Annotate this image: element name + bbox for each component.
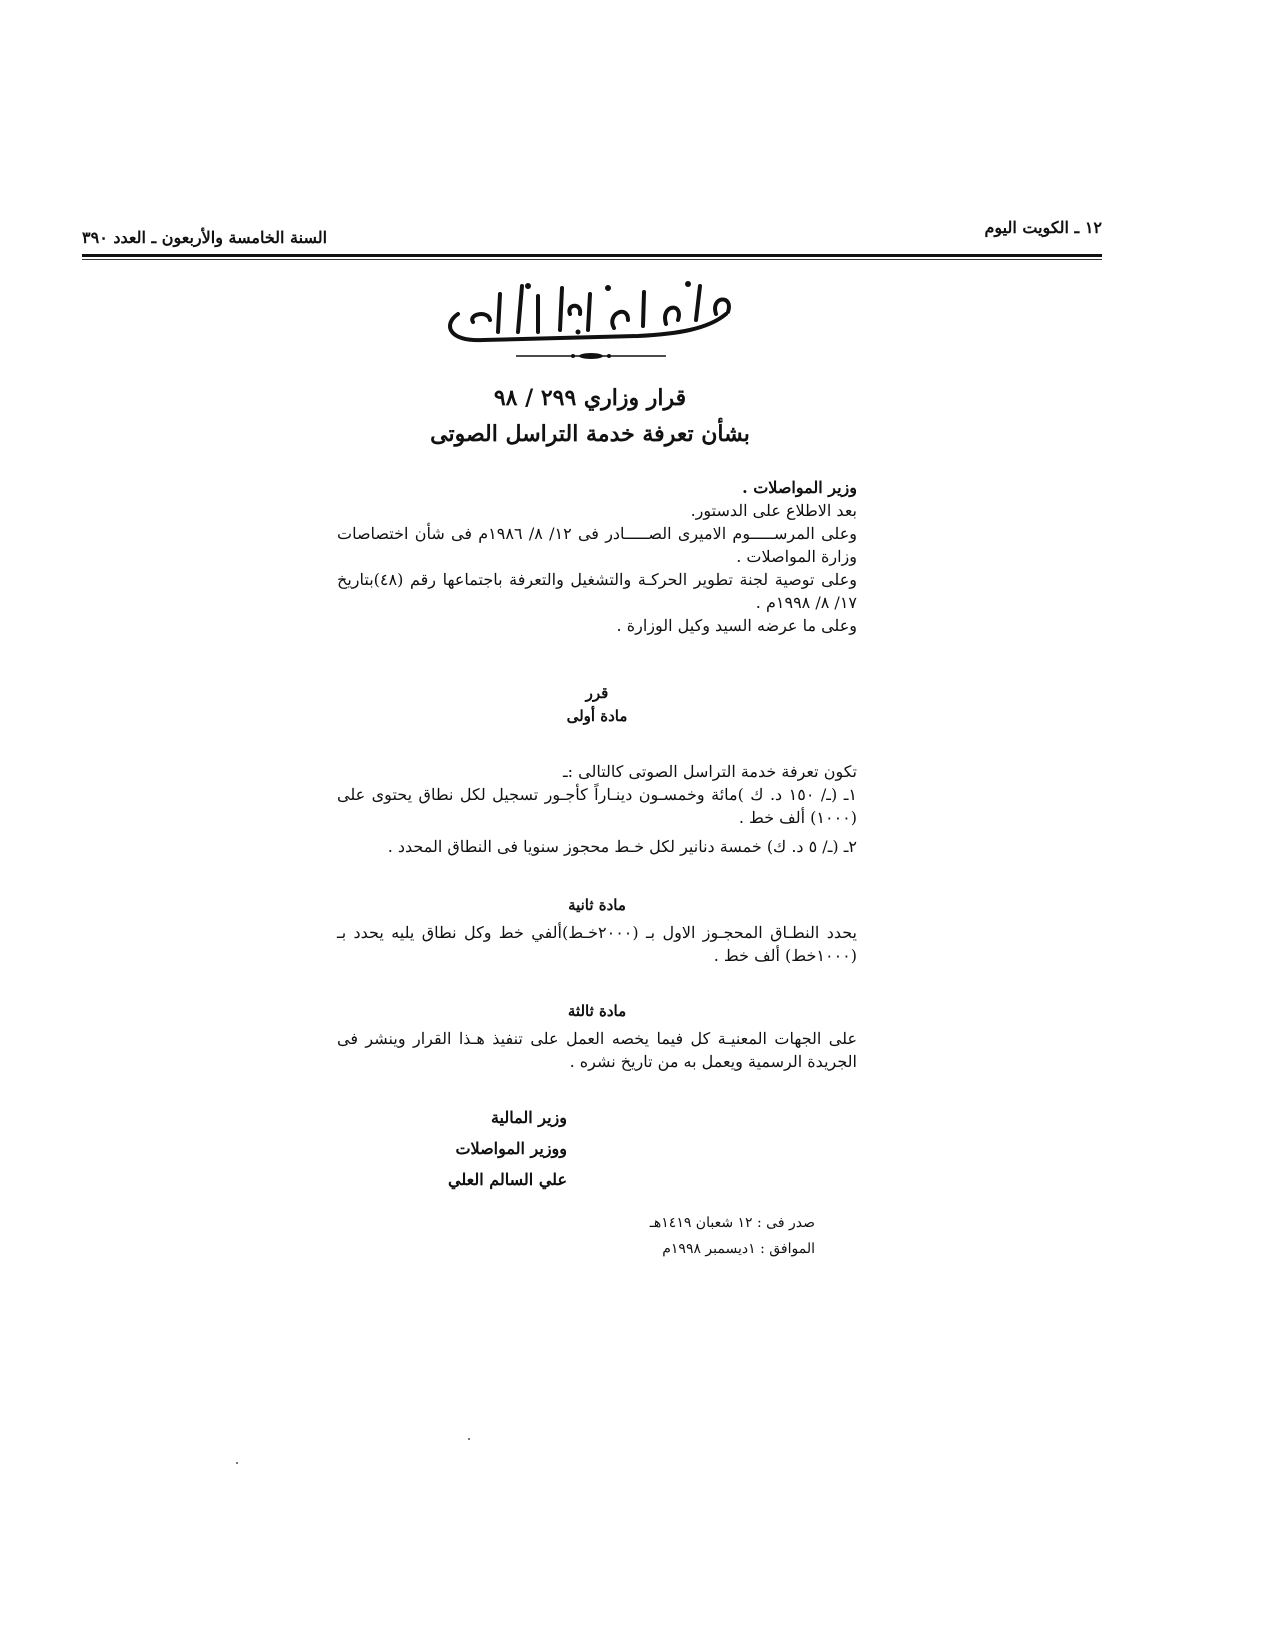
resolution-heading: [337, 682, 857, 728]
article3: [337, 1000, 857, 1073]
signature-block: [448, 1102, 567, 1195]
corresponding-date: الموافق : ١ديسمبر ١٩٩٨م: [662, 1241, 815, 1257]
decree-subject: بشأن تعرفة خدمة التراسل الصوتى: [430, 421, 750, 447]
signature-title-finance: وزير المالية: [490, 1108, 567, 1127]
decides-label: قرر: [585, 684, 609, 702]
header-rule-thick: [82, 254, 1102, 257]
article1-intro: تكون تعرفة خدمة التراسل الصوتى كالتالى :ـ: [562, 762, 857, 781]
gazette-header: [82, 218, 1102, 264]
scan-speck: [468, 1438, 470, 1440]
header-rule-thin: [82, 259, 1102, 260]
preamble-authority: وزير المواصلات .: [742, 478, 857, 497]
header-page-info: ١٢ ـ الكويت اليوم: [984, 218, 1102, 237]
ministry-calligraphy-logo-icon: [438, 274, 738, 364]
preamble-line: وعلى المرســـــوم الاميرى الصـــــادر فى ١٢/ ٨/ ١٩٨٦م فى شأن اختصاصات وزارة المواصلات .: [337, 524, 857, 566]
article1-item: ٢ـ (ـ/ ٥ د. ك) خمسة دنانير لكل خـط محجوز سنويا فى النطاق المحدد .: [387, 837, 857, 856]
article2: [337, 894, 857, 967]
article1-body: [337, 760, 857, 858]
issue-dates: [650, 1210, 815, 1262]
article3-text: على الجهات المعنيـة كل فيما يخصه العمل على تنفيذ هـذا القرار وينشر فى الجريدة الرسمية ويعمل به من تاريخ نشره .: [337, 1029, 857, 1071]
article3-heading: مادة ثالثة: [567, 1002, 627, 1020]
article1-item: ١ـ (ـ/ ١٥٠ د. ك )مائة وخمسـون دينـاراً كأجـور تسجيل لكل نطاق يحتوى على (١٠٠٠) ألف خط .: [337, 785, 857, 827]
preamble: [337, 476, 857, 637]
signature-title-communications: ووزير المواصلات: [455, 1139, 567, 1158]
preamble-line: وعلى ما عرضه السيد وكيل الوزارة .: [616, 616, 857, 635]
ministry-logo: [438, 274, 738, 364]
article1-heading: مادة أولى: [566, 707, 628, 725]
signature-name: علي السالم العلي: [448, 1170, 567, 1189]
article2-heading: مادة ثانية: [568, 896, 626, 914]
decree-title: [380, 380, 800, 452]
decree-number: قرار وزاري ٢٩٩ / ٩٨: [493, 385, 687, 411]
scan-speck: [236, 1462, 238, 1464]
header-issue-info: السنة الخامسة والأربعون ـ العدد ٣٩٠: [82, 228, 328, 247]
preamble-line: وعلى توصية لجنة تطوير الحركـة والتشغيل والتعرفة باجتماعها رقم (٤٨)بتاريخ ١٧/ ٨/ ١٩٩٨م .: [337, 570, 857, 612]
article2-text: يحدد النطـاق المحجـوز الاول بـ (٢٠٠٠خـط)ألفي خط وكل نطاق يليه يحدد بـ (١٠٠٠خط) ألف خط .: [337, 923, 857, 965]
preamble-line: بعد الاطلاع على الدستور.: [690, 501, 857, 520]
issued-date: صدر فى : ١٢ شعبان ١٤١٩هـ: [649, 1215, 815, 1231]
